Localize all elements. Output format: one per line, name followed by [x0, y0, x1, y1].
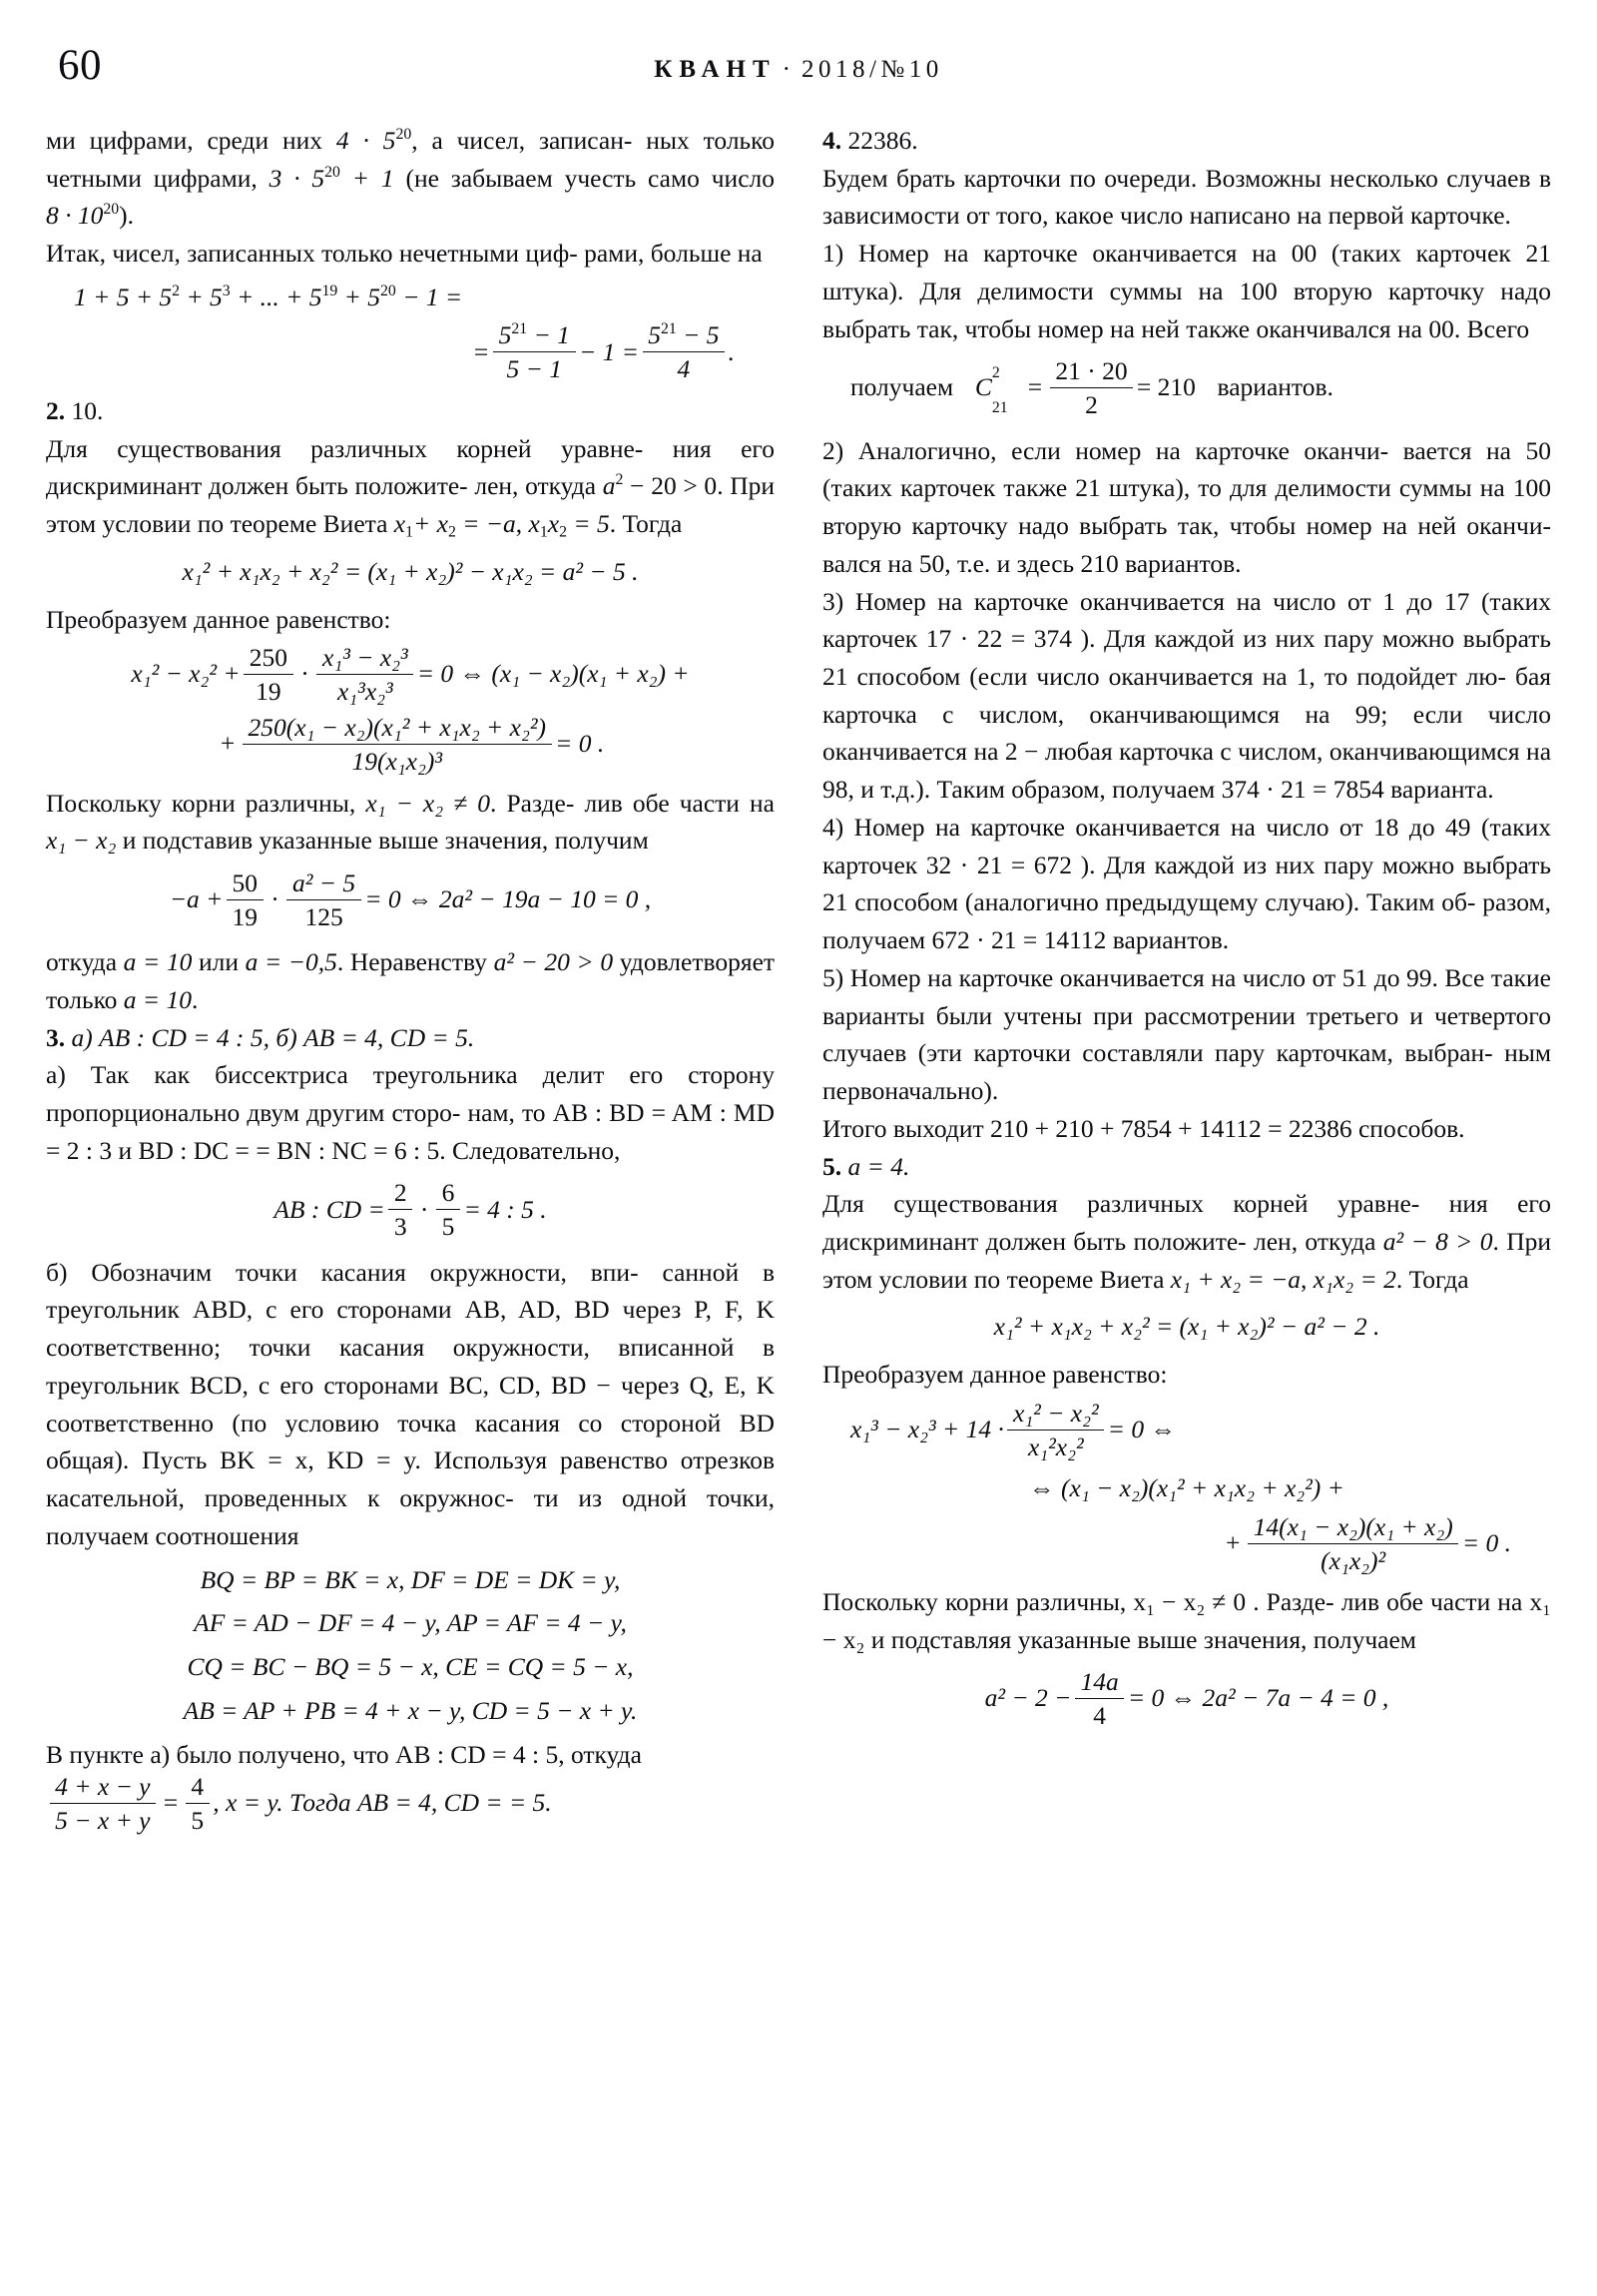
text-run: . При этом условии по: [822, 1226, 1551, 1294]
math-inline: [269, 164, 394, 193]
text-run: 18 до 49 (таких карточек 32 · 21 = 672 ). Для: [822, 812, 1551, 879]
fraction-denominator: 19: [232, 901, 259, 931]
math-display: x₁² + x₁x₂ + x₂² = (x₁ + x₂)² − a² − 2 .: [993, 1312, 1380, 1342]
text-run: а) Так как биссектриса треугольника делит его: [46, 1060, 664, 1090]
math-operator: =: [163, 1788, 179, 1818]
fraction-denominator: 5 − x + y: [55, 1806, 151, 1836]
left-column: [46, 122, 775, 1837]
text-run: вался на 50, т.е. и здесь 210 вариантов.: [822, 548, 1242, 578]
math-text: − 20 > 0: [630, 471, 718, 501]
fraction-numerator: 14(x₁ − x₂)(x₁ + x₂): [1248, 1512, 1458, 1544]
fraction: [643, 320, 725, 384]
math-inline: a = 10: [123, 947, 193, 977]
formula-lead-in: получаем: [850, 372, 954, 402]
text-run: несколько случаев в зависимости от того, какое: [822, 163, 1551, 231]
math-exponent: 20: [380, 283, 396, 300]
text-run: . Тогда: [609, 509, 683, 539]
two-column-body: [46, 122, 1551, 1837]
math-display: AB = AP + PB = 4 + x − y, CD = 5 − x + y.: [183, 1695, 638, 1725]
math-text: = 0 ⇔ 2a² − 19a − 10 = 0 ,: [364, 883, 652, 913]
text-run: AD, BD через P, F, K соответственно; точки: [46, 1295, 775, 1363]
fraction: [286, 868, 360, 932]
math-text: − 1 =: [579, 336, 640, 366]
fraction-denominator: 19: [256, 677, 281, 707]
text-run: и подставив указанные: [122, 826, 372, 856]
math-subscript: 2: [447, 523, 456, 541]
fraction-denominator: 2: [1085, 390, 1098, 420]
text-run: ,: [515, 509, 523, 539]
journal-name: КВАНТ: [654, 56, 777, 83]
fraction-numerator: a² − 5: [286, 868, 360, 900]
math-text: .: [728, 336, 735, 366]
item-number: 3.: [46, 1022, 66, 1052]
item-number: 5.: [822, 1151, 842, 1181]
fraction: [493, 320, 575, 384]
text-run: санной в треугольник ABD, с его сторонами AB,: [46, 1257, 776, 1325]
math-inline: [603, 471, 717, 500]
fraction-numerator: 21 · 20: [1050, 356, 1133, 388]
math-inline: [528, 509, 610, 541]
math-exponent: 20: [395, 126, 412, 144]
paragraph-item3-part-a: [46, 1056, 775, 1169]
math-operator: ·: [270, 883, 279, 913]
fraction: [1050, 356, 1133, 420]
paragraph-since-roots-differ: [46, 785, 775, 860]
text-run: . Неравенству: [336, 947, 487, 977]
math-inline: a² − 8 > 0: [1382, 1226, 1493, 1256]
display-equation-6: [46, 1180, 775, 1244]
text-run: разом, получаем 672 · 21 = 14112 вариантов.: [822, 887, 1551, 955]
text-run: Будем брать карточки по очереди. Возможны: [822, 163, 1322, 193]
fraction: [1248, 1512, 1458, 1576]
answer-item-3: [46, 1019, 775, 1057]
display-equation-2: [46, 553, 775, 591]
math-text: x₁³ − x₂³ + 14 ·: [850, 1414, 1004, 1443]
paragraph-case-5: [822, 959, 1551, 1110]
item-answer: а) AB : CD = 4 : 5, б) AB = 4, CD = 5.: [71, 1022, 475, 1052]
item-number: 4.: [822, 126, 842, 155]
math-display: [984, 1667, 1389, 1731]
item-answer: 10.: [71, 395, 104, 425]
text-run: (не: [405, 163, 439, 193]
paragraph-item4-intro: [822, 160, 1551, 235]
text-run: стороной BD общая).: [46, 1408, 776, 1475]
text-run: лив обе части на x₁ − x₂ и подставляя указанные: [822, 1586, 1552, 1654]
text-run: лен, откуда: [1254, 1226, 1376, 1256]
fraction-numerator: 4 + x − y: [50, 1772, 157, 1804]
math-text: = 210: [1136, 372, 1196, 402]
text-run: забываем учесть само число: [450, 163, 775, 193]
math-text: + 1: [351, 163, 394, 193]
page-header: [46, 40, 1551, 104]
text-run: вается на 50 (таких карточек также 21 штука),: [822, 435, 1551, 503]
fraction-denominator: x₁²x₂²: [1027, 1432, 1084, 1461]
text-run: карточки составляли пару карточкам, выбран-: [973, 1038, 1493, 1068]
math-inline: [46, 1772, 213, 1836]
math-subscript: 2: [559, 523, 567, 541]
text-run: лив обе части на: [584, 788, 775, 818]
equation-line: [46, 1648, 775, 1686]
equation-line: [822, 1400, 1551, 1463]
text-run: отрезков касательной, проведенных к окружнос-: [46, 1445, 775, 1513]
math-variable: x: [393, 509, 406, 539]
text-run: бая карточка с числом, оканчивающимся на 99;: [822, 661, 1551, 729]
text-run: 5) Номер на карточке оканчивается на число от: [822, 962, 1336, 992]
math-text: a² − 2 −: [984, 1683, 1072, 1713]
math-text: =: [472, 336, 490, 366]
text-run: Пусть BK = x, KD = y. Используя равенство: [142, 1445, 668, 1475]
math-operator: =: [1027, 372, 1043, 402]
math-text: = 0 .: [1461, 1527, 1511, 1557]
text-run: Поскольку корни различны, x₁ − x₂ ≠ 0 . Разде-: [822, 1586, 1334, 1616]
fraction-numerator: 250: [244, 643, 292, 675]
answer-item-4: [822, 122, 1551, 160]
display-equation-5: [46, 869, 775, 933]
display-equation-item5-5: [822, 1668, 1551, 1732]
text-run: нам, то AB : BD = AM : MD = 2 : 3 и BD : DC =: [46, 1098, 776, 1165]
math-display: [169, 867, 652, 931]
text-run: сторону пропорционально двум другим сторо-: [46, 1060, 775, 1128]
math-subscript: 1: [405, 523, 414, 541]
right-column: [822, 122, 1551, 1743]
equation-line: [46, 322, 775, 386]
item-answer: 22386.: [847, 126, 918, 155]
text-run: ,: [1301, 1264, 1308, 1294]
text-run: каждой из них пару можно выбрать 21 способом: [822, 624, 1551, 691]
fraction-numerator: 14a: [1075, 1667, 1124, 1699]
item-number: 2.: [46, 395, 66, 425]
text-run: 100 вторую карточку надо выбрать так, чтобы: [822, 276, 1551, 343]
text-run: касания окружности, вписанной в треугольник: [46, 1333, 775, 1400]
math-exponent: 2: [615, 471, 624, 489]
math-display: ⇔ (x₁ − x₂)(x₁² + x₁x₂ + x₂²) +: [1029, 1473, 1344, 1503]
math-inline: = 5.: [508, 1788, 552, 1818]
math-inline: [393, 509, 516, 541]
equation-line: [46, 714, 775, 778]
fraction-denominator: 125: [304, 901, 343, 931]
fraction: [436, 1178, 460, 1242]
fraction: [316, 643, 413, 707]
display-equation-7: [46, 1561, 775, 1730]
paragraph-case-4: [822, 809, 1551, 959]
math-text: − 5: [683, 320, 720, 350]
text-run: рами, больше на: [584, 239, 763, 269]
fraction: [244, 643, 292, 707]
text-run: 4) Номер на карточке оканчивается на число от: [822, 812, 1363, 842]
math-text: = 0 ⇔: [1107, 1414, 1177, 1443]
text-run: Для существования различных корней уравне-: [822, 1189, 1420, 1219]
text-run: 3) Номер на карточке оканчивается на число от: [822, 586, 1371, 616]
display-equation-item5-1: [822, 1308, 1551, 1346]
equation-line: [46, 1692, 775, 1730]
text-run: ния его дискриминант должен быть положите-: [46, 433, 775, 501]
math-inline: x₁x₂ = 2: [1313, 1264, 1396, 1294]
math-text: − 1 =: [402, 282, 463, 311]
fraction-denominator: 5: [191, 1806, 205, 1836]
text-run: Для существования различных корней уравне-: [46, 433, 644, 463]
text-run: номер на ней также оканчивался на 00. Всего: [1037, 313, 1530, 343]
math-exponent: 21: [511, 320, 528, 338]
equation-line: [822, 1469, 1551, 1507]
text-run: Итого выходит 210 + 210 + 7854 + 14112 = 22386: [822, 1113, 1352, 1143]
math-text: AB : CD =: [273, 1194, 385, 1224]
paragraph-item5-solution: [822, 1185, 1551, 1298]
math-text: = 4 : 5 .: [463, 1194, 547, 1224]
fraction-numerator: [643, 320, 725, 352]
fraction-denominator: x₁³x₂³: [336, 677, 393, 707]
paragraph-whence-a: [46, 943, 775, 1018]
text-run: числом, оканчивающимся на 98, и т.д.). Таким: [822, 737, 1552, 805]
paragraph-item5-transform: Преобразуем данное равенство:: [822, 1360, 1168, 1390]
fraction-numerator: 4: [186, 1772, 210, 1804]
math-exponent: 21: [660, 320, 677, 338]
math-display: [217, 713, 605, 777]
text-run: то для делимости суммы на 100 вторую карточку: [822, 473, 1552, 541]
text-run: надо выбрать так, чтобы номер на ней оканчи-: [1018, 511, 1551, 541]
fraction-numerator: x₁² − x₂²: [1007, 1399, 1104, 1431]
math-text: 5: [498, 320, 512, 350]
answer-item-2: [46, 392, 775, 430]
math-display: [131, 642, 690, 707]
math-operator: +: [1225, 1527, 1241, 1557]
math-text: 8 · 10: [46, 201, 104, 231]
fraction: [1007, 1399, 1104, 1462]
text-run: , а чисел, записан-: [411, 126, 633, 155]
issue-label: 2018/№10: [800, 56, 943, 83]
display-equation-1: [46, 279, 775, 386]
text-run: откуда: [570, 1739, 642, 1769]
text-run: б) Обозначим точки касания окружности, впи-: [46, 1257, 639, 1287]
math-text: = 0 ⇔ 2a² − 7a − 4 = 0 ,: [1127, 1683, 1389, 1713]
fraction-numerator: x₁³ − x₂³: [316, 643, 413, 675]
math-display: [850, 1398, 1177, 1461]
equation-line: [46, 1561, 775, 1599]
math-display: [472, 320, 735, 384]
fraction: [186, 1772, 210, 1836]
fraction-denominator: 3: [393, 1212, 407, 1242]
text-run: . Тогда: [1395, 1264, 1469, 1294]
text-run: каждой из них пару можно выбрать 21 способом: [822, 850, 1551, 917]
fraction-denominator: 19(x₁x₂)³: [351, 747, 442, 777]
text-run: K соответственно (по условию точка касания со: [46, 1370, 776, 1437]
equation-line: [46, 1604, 775, 1642]
math-display: x₁² + x₁x₂ + x₂² = (x₁ + x₂)² − x₁x₂ = a² − 5 .: [182, 556, 639, 586]
formula-tail: вариантов.: [1217, 372, 1333, 402]
text-run: В пункте а) было получено, что AB : CD = 4 : 5,: [46, 1739, 565, 1769]
text-run: 2) Аналогично, если номер на карточке оканчи-: [822, 435, 1389, 465]
text-run: ).: [119, 201, 135, 231]
paragraph-item3-part-b: [46, 1254, 775, 1555]
paragraph-case-1: [822, 235, 1551, 347]
text-run: ти из одной точки, получаем соотношения: [46, 1483, 776, 1550]
math-inline: a = 10: [123, 984, 193, 1014]
text-run: .: [192, 984, 199, 1014]
math-text: − 1: [533, 320, 570, 350]
text-run: Поскольку корни различны,: [46, 788, 356, 818]
fraction-denominator: 4: [677, 354, 691, 384]
math-text: 1 + 5 + 5: [74, 282, 173, 311]
fraction: [243, 713, 552, 777]
fraction-denominator: (x₁x₂)²: [1321, 1545, 1386, 1575]
text-run: если число оканчивается на 2 − любая карточка с: [822, 699, 1551, 767]
fraction-denominator: 5: [441, 1212, 455, 1242]
paragraph-continued-1: [46, 122, 775, 235]
math-variable: a: [602, 471, 616, 501]
math-text: x: [547, 509, 560, 539]
math-exponent: 20: [324, 163, 340, 181]
text-run: . При этом условии по: [46, 471, 776, 539]
math-operator: ·: [300, 659, 309, 689]
math-inline: a² − 20 > 0: [493, 947, 614, 977]
text-run: образом, получаем 374 · 21 = 7854 варианта.: [1011, 775, 1494, 805]
item-answer: a = 4.: [847, 1151, 910, 1181]
paragraph-item4-total: [822, 1110, 1551, 1148]
math-inline: [336, 126, 411, 155]
equation-line: [46, 644, 775, 708]
page-number: 60: [58, 42, 102, 89]
math-display: C 2 21 = $\frac{21 \cdot 20}{2}$ = 210: [974, 356, 1196, 420]
math-display: BQ = BP = BK = x, DF = DE = DK = y,: [200, 1564, 621, 1594]
text-run: 1 до 17 (таких карточек 17 · 22 = 374 ). Для: [822, 586, 1551, 654]
math-text: + 5: [186, 282, 223, 311]
text-run: лен, откуда: [474, 471, 597, 501]
math-display: [74, 283, 462, 311]
fraction-numerator: 250(x₁ − x₂)(x₁² + x₁x₂ + x₂²): [243, 713, 552, 745]
paragraph-case-2: [822, 432, 1551, 583]
paragraph-item3-conclusion: [46, 1736, 775, 1838]
display-equation-3: [46, 644, 775, 778]
answer-item-5: [822, 1148, 1551, 1186]
text-run: 1) Номер на карточке оканчивается на 00 (таких: [822, 239, 1401, 269]
fraction: [50, 1772, 157, 1836]
text-run: выше значения, получаем: [1137, 1624, 1416, 1654]
paragraph-transform: Преобразуем данное равенство:: [46, 604, 391, 634]
math-exponent: 19: [321, 283, 338, 300]
math-inline: x₁ − x₂ ≠ 0: [365, 788, 490, 818]
paragraph-case-3: [822, 583, 1551, 809]
display-equation-combinations: [822, 357, 1551, 421]
binomial-symbol: C: [974, 372, 992, 402]
math-exponent: 20: [103, 201, 120, 219]
text-run: ных только четными цифрами,: [46, 126, 776, 193]
text-run: карточек 21 штука). Для делимости суммы на: [822, 239, 1552, 305]
text-run: теореме Виета: [230, 509, 388, 539]
fraction-denominator: 4: [1093, 1701, 1107, 1731]
text-run: способов.: [1357, 1113, 1465, 1143]
text-run: ным первоначально).: [822, 1038, 1551, 1106]
text-run: ми цифрами, среди них: [46, 126, 323, 155]
text-run: число написано на первой карточке.: [1120, 201, 1511, 231]
paragraph-continued-2: [46, 235, 775, 273]
math-text: 4 · 5: [335, 126, 396, 155]
math-inline: x₁ − x₂: [46, 826, 117, 856]
text-run: откуда: [46, 947, 118, 977]
text-run: выше значения, получим: [378, 826, 649, 856]
math-variable: x: [528, 509, 540, 539]
text-run: = BN : NC = 6 : 5. Следовательно,: [256, 1135, 621, 1165]
fraction: [388, 1178, 412, 1242]
fraction: [1075, 1667, 1124, 1731]
text-run: ния его дискриминант должен быть положите-: [822, 1189, 1551, 1256]
text-run: Итак, чисел, записанных только нечетными циф-: [46, 239, 578, 269]
math-text: 3 · 5: [268, 163, 325, 193]
math-operator: +: [220, 729, 236, 759]
text-run: рассмотрении третьего и четвертого случаев (эти: [822, 1000, 1552, 1068]
running-head: [46, 56, 1551, 84]
header-separator: ·: [782, 56, 796, 83]
math-display: [1222, 1511, 1511, 1575]
math-text: + ... + 5: [237, 282, 322, 311]
fraction-numerator: 2: [388, 1178, 412, 1210]
fraction-denominator: 5 − 1: [506, 354, 563, 384]
math-subscript: 1: [539, 523, 548, 541]
math-text: x₁² − x₂² +: [131, 659, 241, 689]
math-text: = 5: [573, 509, 610, 539]
text-run: или: [198, 947, 239, 977]
text-run: удовлетворяет только: [46, 947, 776, 1014]
math-display: AF = AD − DF = 4 − y, AP = AF = 4 − y,: [194, 1608, 627, 1638]
equation-line: [822, 1513, 1551, 1577]
math-text: + x: [413, 509, 448, 539]
text-run: (аналогично предыдущему случаю). Таким об-: [964, 887, 1476, 917]
equation-line: [46, 279, 775, 316]
math-operator: ·: [419, 1194, 429, 1224]
fraction-numerator: [493, 320, 575, 352]
math-text: −a +: [169, 883, 224, 913]
math-text: = 0 .: [555, 729, 605, 759]
display-equation-item5-2: [822, 1400, 1551, 1577]
text-run: 51 до 99. Все такие варианты были учтены при: [822, 962, 1551, 1030]
math-inline: [46, 201, 119, 230]
math-text: 5: [648, 320, 661, 350]
text-run: теореме Виета: [1006, 1264, 1165, 1294]
text-run: (если число оканчивается на 1, то подойдет лю-: [969, 661, 1506, 691]
fraction-numerator: 50: [227, 868, 264, 900]
math-text: = 0 ⇔ (x₁ − x₂)(x₁ + x₂) +: [416, 659, 690, 689]
math-display: CQ = BC − BQ = 5 − x, CE = CQ = 5 − x,: [187, 1652, 634, 1682]
math-display: [273, 1178, 547, 1242]
text-run: BCD, с его сторонами BC, CD, BD − через Q, E,: [190, 1370, 747, 1400]
paragraph-item2-solution: [46, 430, 775, 543]
math-inline: a = −0,5: [245, 947, 337, 977]
text-run: . Разде-: [490, 788, 575, 818]
fraction-numerator: 6: [436, 1178, 460, 1210]
paragraph-item5-since: [822, 1583, 1551, 1658]
fraction: [227, 868, 264, 932]
math-inline: x₁ + x₂ = −a: [1170, 1264, 1302, 1294]
math-inline: , x = y. Тогда AB = 4, CD =: [213, 1788, 503, 1818]
math-text: = −a: [462, 509, 516, 539]
math-text: + 5: [343, 282, 381, 311]
math-exponent: 3: [222, 283, 231, 300]
math-exponent: 2: [172, 283, 181, 300]
